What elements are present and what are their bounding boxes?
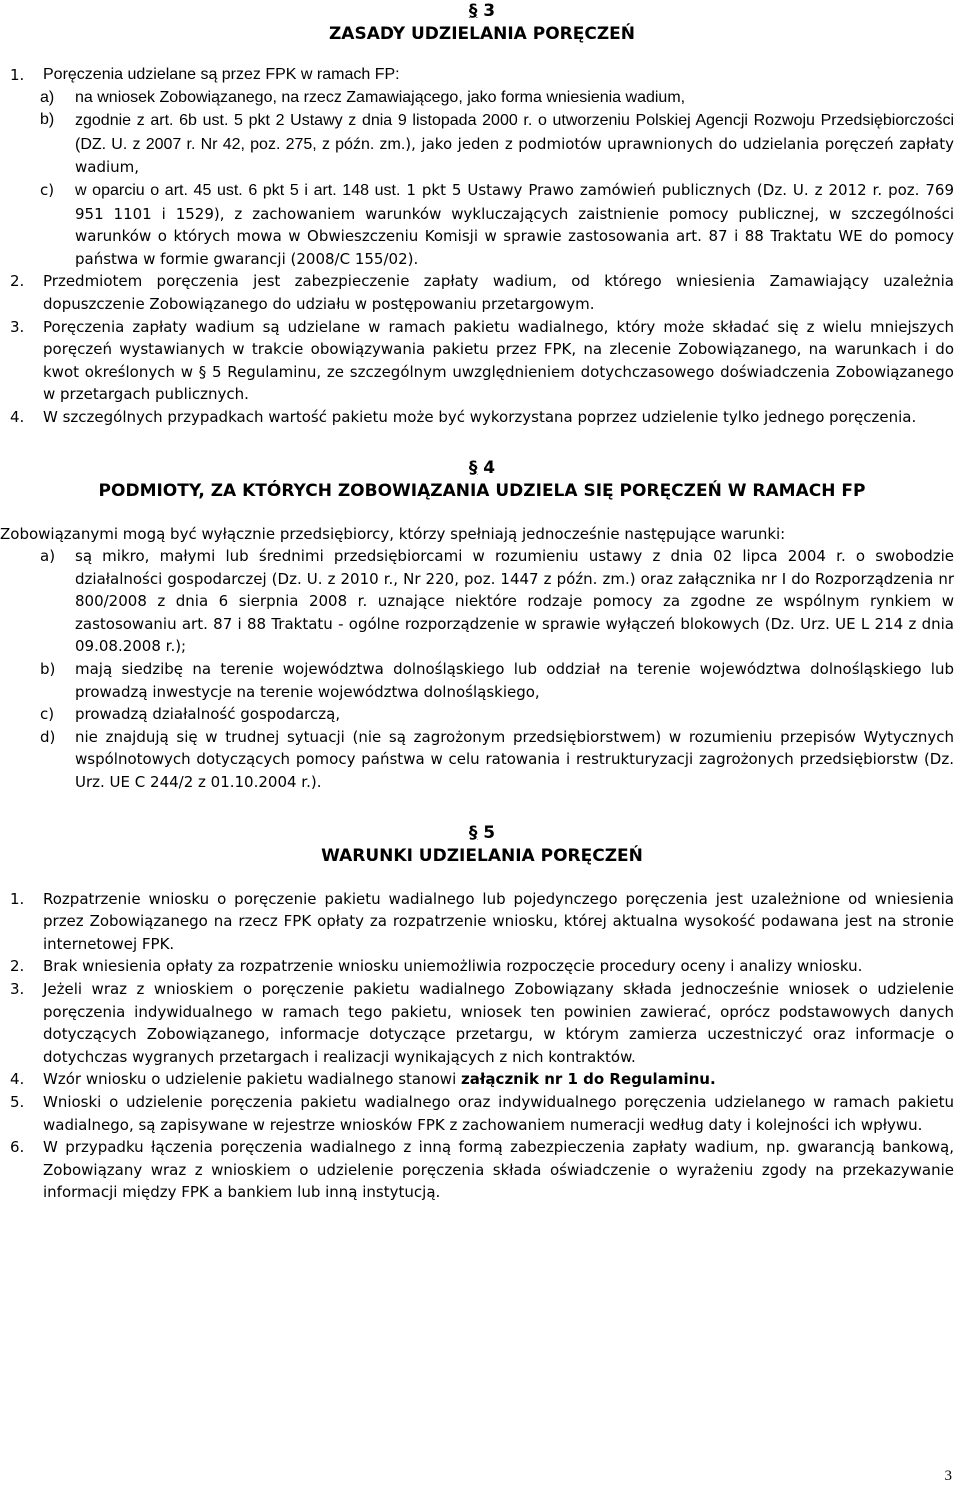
section-3-title: ZASADY UDZIELANIA PORĘCZEŃ	[328, 24, 636, 44]
list-item: 3. Poręczenia zapłaty wadium są udzielane w ramach pakietu wadialnego, który może składać się z wielu mniejszych poręczeń wystawianych w trakcie obowiązywania pakietu przez FPK, na zlecenie Zobowiązanego, na warunkach i do kwot określonych w § 5 Regulaminu, ze szczególnym uwzględnieniem dotychczasowego doświadczenia Zobowiązanego w przetargach publicznych.	[10, 317, 954, 404]
sub-item: a) na wniosek Zobowiązanego, na rzecz Zamawiającego, jako forma wniesienia wadium,	[40, 88, 686, 106]
sub-item: a) są mikro, małymi lub średnimi przedsiębiorcami w rozumieniu ustawy z dnia 02 lipca 2004 r. o swobodzie działalności gospodarczej (Dz. U. z 2010 r., Nr 220, poz. 1447 z późn. zm.) oraz załącznika nr I do Rozporządzenia nr 800/2008 z dnia 6 sierpnia 2008 r. uznające niektóre rodzaje pomocy za zgodne ze wspólnym rynkiem w zastosowaniu art. 87 i 88 Traktatu - ogólne rozporządzenie w sprawie wyłączeń blokowych (Dz. Urz. UE L 214 z dnia 09.08.2008 r.);	[40, 547, 954, 656]
list-item: 2. Brak wniesienia opłaty za rozpatrzenie wniosku uniemożliwia rozpoczęcie procedury oceny i analizy wniosku.	[10, 957, 863, 976]
list-item: 4. Wzór wniosku o udzielenie pakietu wadialnego stanowi załącznik nr 1 do Regulaminu.	[10, 1070, 716, 1089]
list-item: 2. Przedmiotem poręczenia jest zabezpieczenie zapłaty wadium, od którego wniesienia Zamawiający uzależnia dopuszczenie Zobowiązanego do udziału w postępowaniu przetargowym.	[10, 272, 954, 313]
section-5-body	[10, 888, 954, 1204]
section-4-title: PODMIOTY, ZA KTÓRYCH ZOBOWIĄZANIA UDZIELA SIĘ PORĘCZEŃ W RAMACH FP	[98, 480, 866, 501]
list-item: 5. Wnioski o udzielenie poręczenia pakietu wadialnego oraz indywidualnego poręczenia udzielanego w ramach pakietu wadialnego, są zapisywane w rejestrze wniosków FPK z zachowaniem numeracji według daty i kolejności ich wpływu.	[10, 1092, 954, 1134]
paragraph-mark: §	[468, 822, 478, 843]
sub-item: b) mają siedzibę na terenie województwa dolnośląskiego lub oddział na terenie województwa dolnośląskiego lub prowadzą inwestycje na terenie województwa dolnośląskiego,	[40, 660, 954, 701]
list-item: 4. W szczególnych przypadkach wartość pakietu może być wykorzystana poprzez udzielenie tylko jednego poręczenia.	[10, 407, 917, 426]
sub-item: c) prowadzą działalność gospodarczą,	[40, 705, 341, 724]
sub-item: c) w oparciu o art. 45 ust. 6 pkt 5 i art. 148 ust. 1 pkt 5 Ustawy Prawo zamówień publicznych (Dz. U. z 2012 r. poz. 769 951 1101 i 1529), z zachowaniem warunków wykluczających zaistnienie pomocy publicznej, w szczególności warunków o których mowa w Obwieszczeniu Komisji w sprawie zastosowania art. 87 i 88 Traktatu WE do pomocy państwa w formie gwarancji (2008/C 155/02).	[40, 180, 954, 268]
list-item: 3. Jeżeli wraz z wnioskiem o poręczenie pakietu wadialnego Zobowiązany składa jednocześnie wniosek o udzielenie poręczenia indywidualnego w ramach tego pakietu, wniosek ten powinien zawierać, oprócz podstawowych danych dotyczących Zobowiązanego, informacje dotyczące przetargu, w którym zamierza uczestniczyć oraz informacje o dotychczas wygranych przetargach i realizacji wynikających z nich kontraktów.	[10, 980, 954, 1066]
list-item: 1. Poręczenia udzielane są przez FPK w ramach FP:	[10, 66, 400, 84]
section-3-number: § 3	[468, 1, 496, 21]
list-item: 1. Rozpatrzenie wniosku o poręczenie pakietu wadialnego lub pojedynczego poręczenia jest uzależnione od wniesienia przez Zobowiązanego na rzecz FPK opłaty za rozpatrzenie wniosku, której aktualna wysokość podawana jest na stronie internetowej FPK.	[10, 889, 954, 953]
section-4-intro: Zobowiązanymi mogą być wyłącznie przedsiębiorcy, którzy spełniają jednocześnie następujące warunki:	[0, 524, 786, 543]
section-3-heading	[10, 0, 954, 46]
paragraph-mark: §	[468, 1, 478, 21]
section-4-heading	[10, 457, 954, 503]
sub-item: b) zgodnie z art. 6b ust. 5 pkt 2 Ustawy z dnia 9 listopada 2000 r. o utworzeniu Polskiej Agencji Rozwoju Przedsiębiorczości (DZ. U. z 2007 r. Nr 42, poz. 275, z późn. zm.), jako jeden z podmiotów uprawnionych do udzielania poręczeń zapłaty wadium,	[40, 111, 954, 177]
sub-item: d) nie znajdują się w trudnej sytuacji (nie są zagrożonym przedsiębiorstwem) w rozumieniu przepisów Wytycznych wspólnotowych dotyczących pomocy państwa w celu ratowania i restrukturyzacji zagrożonych przedsiębiorstw (Dz. Urz. UE C 244/2 z 01.10.2004 r.).	[40, 727, 954, 792]
section-5-title: WARUNKI UDZIELANIA PORĘCZEŃ	[321, 845, 643, 866]
paragraph-mark: §	[468, 457, 478, 478]
section-5-heading	[10, 822, 954, 868]
page-number: 3	[944, 1468, 952, 1484]
section-5-number: § 5	[468, 822, 496, 843]
attachment-reference: załącznik nr 1 do Regulaminu.	[461, 1070, 716, 1089]
section-4-body	[0, 523, 954, 794]
list-item: 6. W przypadku łączenia poręczenia wadialnego z inną formą zabezpieczenia zapłaty wadium, np. gwarancją bankową, Zobowiązany wraz z wnioskiem o udzielenie poręczenia składa oświadczenie o wyrażeniu zgody na przekazywanie informacji między FPK a bankiem lub inną instytucją.	[10, 1138, 954, 1202]
section-3-body	[10, 64, 954, 429]
section-4-number: § 4	[468, 457, 496, 478]
